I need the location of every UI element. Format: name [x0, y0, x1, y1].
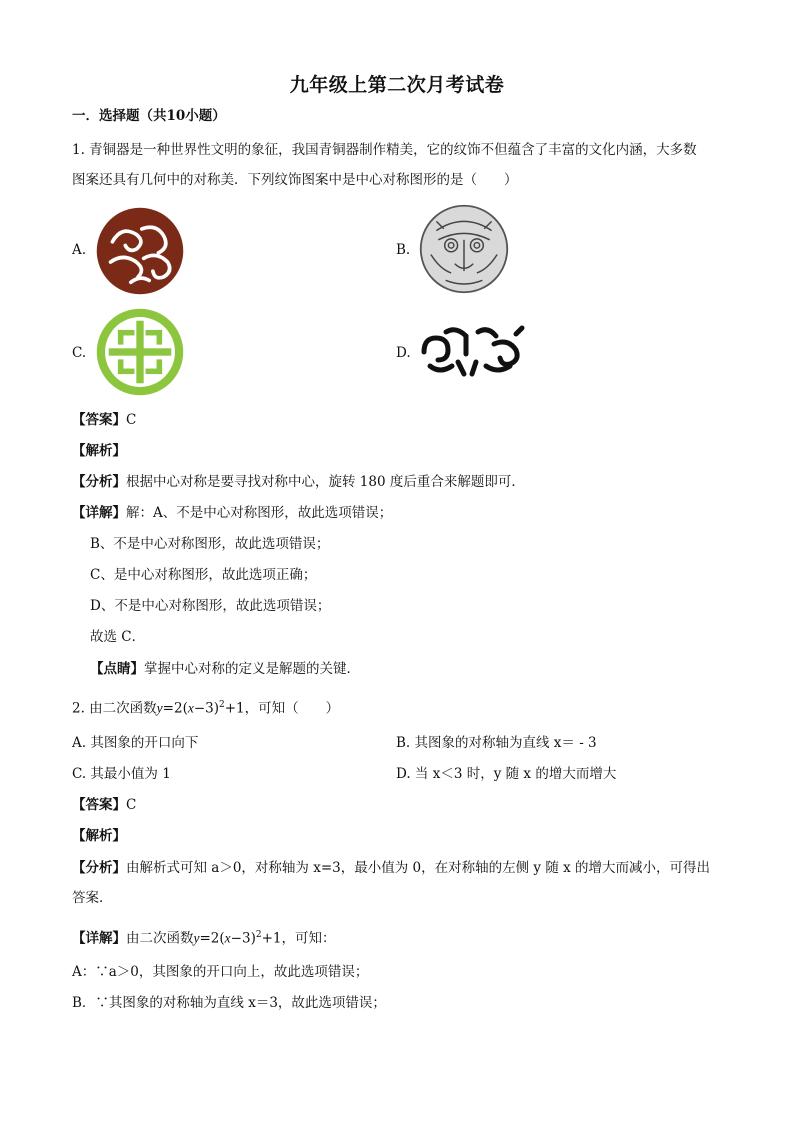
- q1-detail-d: D、不是中心对称图形，故此选项错误；: [90, 598, 331, 614]
- fenxi-tag: 【分析】: [72, 474, 126, 490]
- cloud-pattern-icon: [94, 205, 186, 297]
- greek-key-circle-icon: [94, 306, 186, 398]
- q2-option-d: D. 当 x＜3 时，y 随 x 的增大而增大: [396, 766, 617, 782]
- section-heading: 一．选择题（共10小题）: [72, 108, 226, 124]
- func-exp: 2: [255, 930, 262, 940]
- func-exp: 2: [219, 700, 225, 710]
- q1-xiangjie: [72, 503, 392, 523]
- answer-value: C: [126, 797, 137, 813]
- q1-conclusion: 故选 C．: [90, 629, 146, 645]
- func-eq: =2(: [162, 700, 188, 717]
- dragon-pattern-icon: [416, 322, 528, 380]
- q2-stem-prefix: 2. 由二次函数: [72, 700, 157, 717]
- fenxi-text: 根据中心对称是要寻找对称中心，旋转 180 度后重合来解题即可．: [126, 474, 525, 490]
- func-y: y: [156, 700, 163, 716]
- xiangjie-suffix: ，可知：: [281, 930, 336, 947]
- func-mid: −3): [230, 930, 256, 947]
- xiangjie-tag: 【详解】: [72, 930, 126, 947]
- q1-option-b-label: B.: [396, 242, 411, 258]
- q2-answer: [72, 795, 136, 815]
- q1-dianjing: [90, 659, 360, 679]
- q2-fenxi-line2: 答案．: [72, 890, 113, 906]
- q1-detail-c: C、是中心对称图形，故此选项正确；: [90, 567, 317, 583]
- q1-stem-line1: 1. 青铜器是一种世界性文明的象征，我国青铜器制作精美，它的纹饰不但蕴含了丰富的文化内涵，大多数: [72, 142, 697, 158]
- q1-fenxi: [72, 472, 525, 492]
- func-tail: +1: [224, 700, 245, 717]
- q2-stem-suffix: ，可知（ ）: [244, 700, 340, 717]
- q2-stem: [72, 695, 339, 719]
- q2-option-a: A. 其图象的开口向下: [72, 735, 199, 751]
- xiangjie-tag: 【详解】: [72, 505, 126, 521]
- q2-detail-b: B．∵其图象的对称轴为直线 x＝3，故此选项错误；: [72, 995, 386, 1011]
- q2-xiangjie: [72, 925, 335, 949]
- q1-option-c-label: C.: [72, 345, 87, 361]
- func-mid: −3): [193, 700, 220, 717]
- func-y: y: [193, 930, 200, 946]
- page-title: 九年级上第二次月考试卷: [289, 74, 505, 96]
- q2-option-c: C. 其最小值为 1: [72, 766, 171, 782]
- dianjing-text: 掌握中心对称的定义是解题的关键．: [144, 661, 360, 677]
- q1-detail-b: B、不是中心对称图形，故此选项错误；: [90, 536, 330, 552]
- q1-stem-line2: 图案还具有几何中的对称美．下列纹饰图案中是中心对称图形的是（ ）: [72, 172, 518, 188]
- xiangjie-prefix: 由二次函数: [126, 930, 194, 947]
- beast-face-pattern-icon: [418, 203, 510, 295]
- xiangjie-text: 解：A、不是中心对称图形，故此选项错误；: [126, 505, 393, 521]
- q2-fenxi-line1: [72, 858, 710, 878]
- answer-tag: 【答案】: [72, 797, 126, 813]
- func-x: x: [187, 700, 194, 716]
- q1-option-a-label: A.: [72, 242, 87, 258]
- func-tail: +1: [261, 930, 282, 947]
- answer-tag: 【答案】: [72, 412, 126, 428]
- q2-detail-a: A：∵a＞0，其图象的开口向上，故此选项错误；: [72, 964, 369, 980]
- q1-answer: [72, 410, 136, 430]
- fenxi-text: 由解析式可知 a＞0，对称轴为 x=3，最小值为 0，在对称轴的左侧 y 随 x 的增大而减小，可得出: [126, 860, 711, 876]
- func-x: x: [224, 930, 231, 946]
- answer-value: C: [126, 412, 137, 428]
- func-eq: =2(: [199, 930, 225, 947]
- q1-analysis-tag: 【解析】: [72, 443, 126, 459]
- dianjing-tag: 【点睛】: [90, 661, 144, 677]
- q2-option-b: B. 其图象的对称轴为直线 x＝ - 3: [396, 735, 597, 751]
- q2-analysis-tag: 【解析】: [72, 828, 126, 844]
- q1-option-d-label: D.: [396, 345, 411, 361]
- fenxi-tag: 【分析】: [72, 860, 126, 876]
